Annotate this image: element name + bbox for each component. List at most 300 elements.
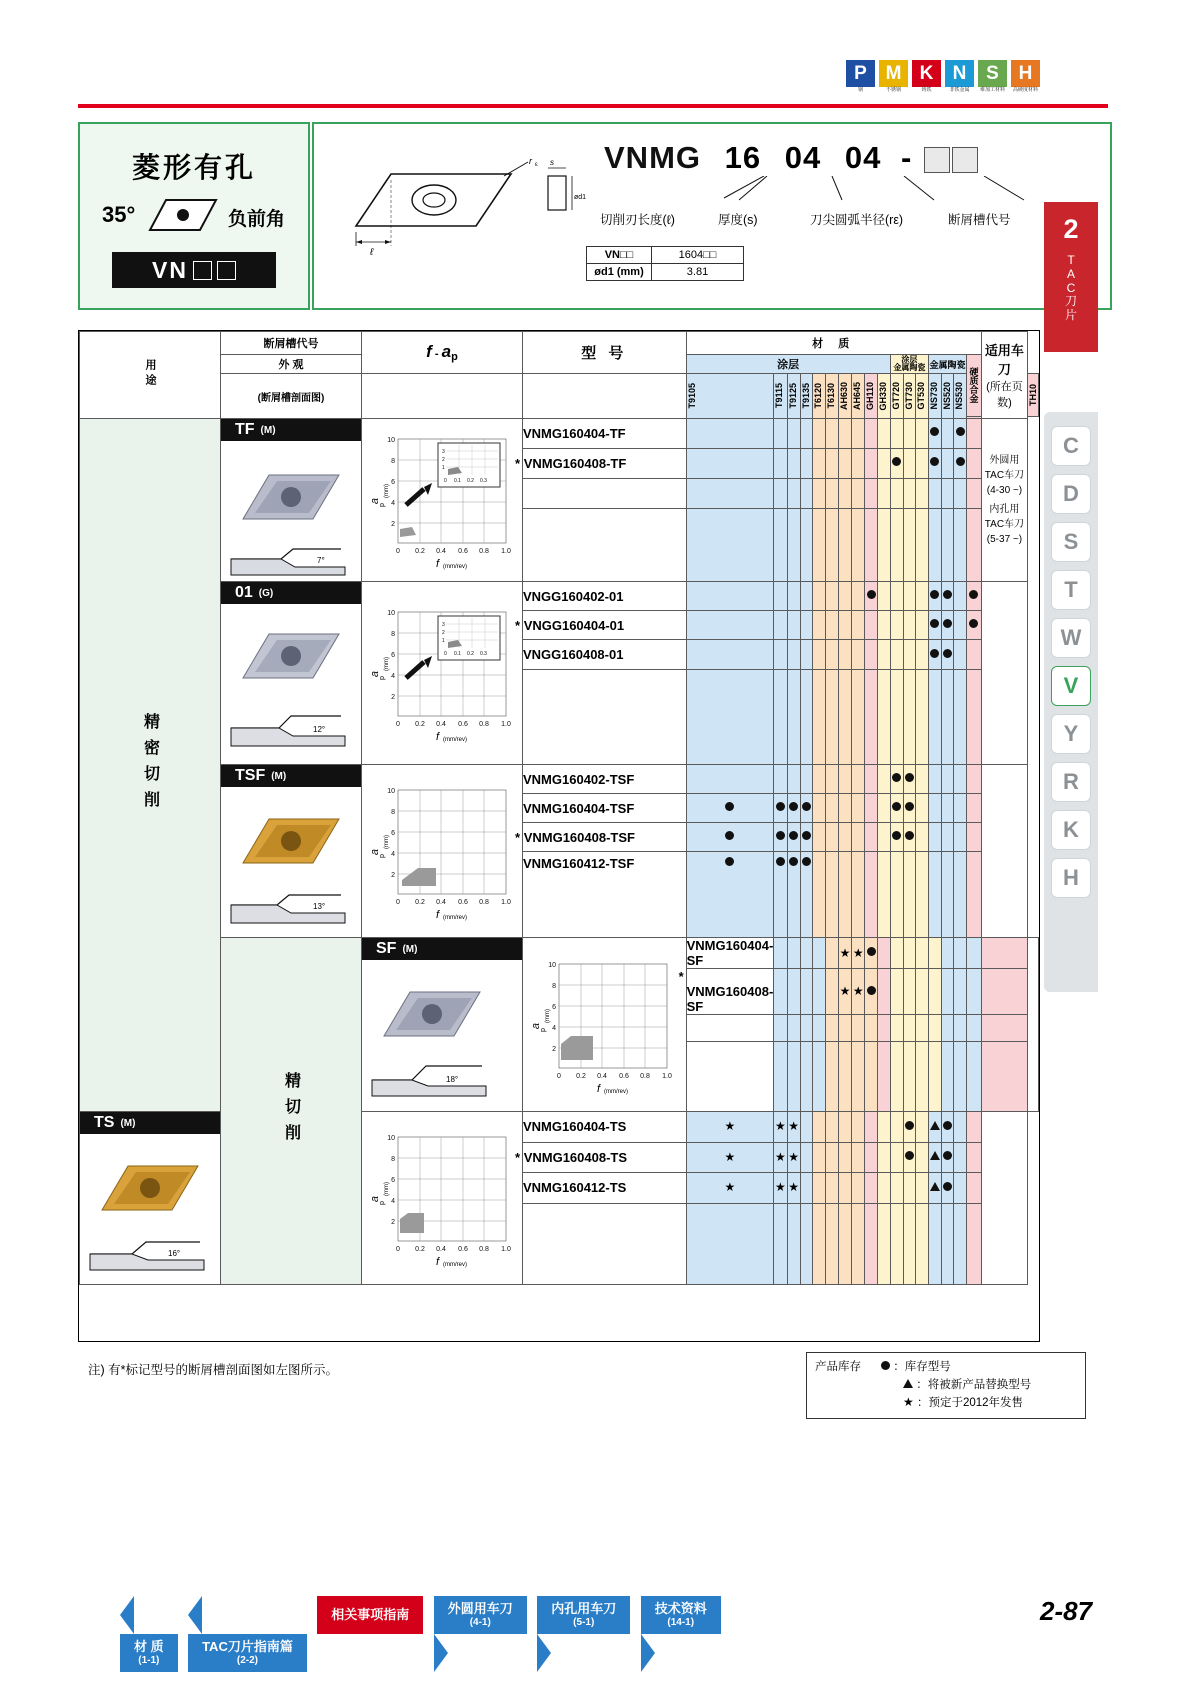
mark-NS520	[941, 419, 954, 449]
svg-text:0.8: 0.8	[479, 721, 489, 728]
chart-cell-SF	[523, 938, 687, 1112]
svg-text:0: 0	[557, 1072, 561, 1080]
badge-letter: K	[912, 60, 941, 87]
svg-text:3: 3	[442, 622, 445, 628]
svg-text:0.8: 0.8	[640, 1072, 650, 1080]
use-cell-precision: 精密切削	[80, 419, 221, 1112]
footer-sub: (2-2)	[236, 1654, 259, 1666]
table-header-row	[80, 332, 1039, 355]
dimension-table	[586, 246, 744, 281]
mark-GT720	[890, 448, 903, 478]
designation-labels	[600, 210, 1100, 228]
footer-label: 内孔用车刀	[551, 1600, 617, 1616]
table-row: VNMG160412-TS ★ ★ ★	[80, 1173, 1039, 1204]
svg-text:18°: 18°	[446, 1075, 459, 1084]
badge-k	[911, 60, 942, 100]
tool-cell-TSF	[981, 765, 1027, 938]
header-fap-spacer	[362, 374, 523, 419]
badge-caption: 非铁金属	[949, 87, 970, 93]
model-cell: VNMG160404-TS	[523, 1112, 687, 1143]
matcol-T6130: T6130	[826, 374, 839, 419]
label-chipbreaker-code: 断屑槽代号	[948, 213, 1011, 227]
tool-note-3: 内孔用TAC车刀	[984, 504, 1025, 530]
svg-text:1: 1	[442, 465, 445, 471]
mark-NS730	[928, 582, 941, 611]
svg-text:2: 2	[442, 630, 445, 636]
model-cell: * VNGG160404-01	[523, 611, 687, 640]
groove-cell-TS	[80, 1112, 221, 1285]
matcol-GH330: GH330	[878, 374, 891, 419]
mark-GH330	[878, 419, 891, 449]
svg-text:0: 0	[396, 548, 400, 555]
header-material: 材 质	[686, 332, 981, 355]
matcol-NS730: NS730	[928, 374, 941, 419]
mark-AH630: ★	[852, 938, 865, 969]
index-tab-s[interactable]: S	[1051, 522, 1091, 562]
footer-label: 材 质	[134, 1638, 164, 1654]
groove-band: TF (M)	[221, 419, 361, 441]
svg-text:6: 6	[391, 652, 395, 659]
table-row: TS (M) 16° 10 8 6 4 2 0 0.2 0.4 0.6 0.8 1.0 a p (mm) f (mm/rev) VNMG160404-TS ★ ★ ★	[80, 1112, 1039, 1143]
svg-text:10: 10	[387, 610, 395, 617]
insert-photo-SF	[362, 960, 502, 1110]
badge-caption: 难加工材料	[979, 87, 1005, 93]
svg-text:8: 8	[391, 458, 395, 465]
svg-text:10: 10	[387, 788, 395, 795]
label-corner-radius: 刀尖圆弧半径(rε)	[810, 213, 904, 227]
mark-GH110	[865, 419, 878, 449]
mark-NS530	[954, 448, 967, 478]
fap-chart-TSF	[362, 776, 522, 926]
svg-text:p: p	[379, 1201, 386, 1205]
chapter-label: T A C 刀 片	[1064, 253, 1077, 323]
mark-T9135	[800, 419, 813, 449]
svg-text:(mm/rev): (mm/rev)	[604, 1088, 628, 1095]
footer-label: TAC刀片指南篇	[202, 1638, 293, 1654]
material-group-badges	[845, 60, 1043, 100]
footer-button-boring-tool[interactable]	[537, 1596, 630, 1634]
mark-GT730	[903, 419, 916, 449]
svg-text:0.4: 0.4	[436, 548, 446, 555]
svg-text:(mm): (mm)	[384, 484, 390, 498]
svg-text:6: 6	[391, 479, 395, 486]
code-prefix: VNMG	[604, 140, 701, 175]
svg-text:6: 6	[391, 1177, 395, 1184]
dim-value-2: 3.81	[652, 264, 744, 281]
mark-T6130: ★	[838, 938, 851, 969]
badge-m	[878, 60, 909, 100]
model-cell: VNMG160404-TF	[523, 419, 687, 449]
insert-code-text: VN	[152, 256, 188, 283]
matcol-TH10: TH10	[1028, 374, 1039, 417]
chapter-number: 2	[1063, 214, 1079, 244]
table-row	[587, 247, 744, 264]
mark-NS730	[928, 419, 941, 449]
mark-T9105	[686, 419, 774, 449]
svg-text:p: p	[379, 854, 386, 858]
header-tool-title: 适用车刀	[984, 343, 1024, 377]
mark-GT730	[903, 765, 916, 794]
svg-text:p: p	[540, 1027, 547, 1032]
svg-text:1: 1	[442, 638, 445, 644]
footer-label: 技术资料	[654, 1600, 707, 1616]
chart-cell-TS	[362, 1112, 523, 1285]
mark-T9115	[774, 419, 787, 449]
code-box-2	[952, 147, 978, 173]
designation-code	[604, 140, 978, 176]
svg-text:(mm): (mm)	[384, 657, 390, 671]
shape-name: 菱形有孔	[131, 152, 256, 183]
insert-code-badge	[112, 252, 276, 288]
matcol-NS530: NS530	[954, 374, 967, 419]
index-tab-letters	[1044, 418, 1098, 906]
svg-text:0: 0	[444, 478, 447, 484]
svg-text:13°: 13°	[313, 902, 326, 911]
svg-text:a: a	[530, 1022, 542, 1029]
mark-T6130	[826, 419, 839, 449]
code-box-1	[924, 147, 950, 173]
svg-text:10: 10	[548, 961, 556, 969]
svg-text:1.0: 1.0	[501, 1246, 511, 1253]
mark-NS520	[941, 1112, 954, 1143]
svg-text:2: 2	[391, 694, 395, 701]
svg-text:f: f	[597, 1082, 601, 1095]
insert-dimension-drawing	[336, 154, 586, 264]
matcol-T9115: T9115	[774, 374, 787, 419]
badge-p	[845, 60, 876, 100]
dim-label-2: ød1 (mm)	[587, 264, 652, 281]
fap-chart-01	[362, 598, 522, 748]
svg-text:f: f	[436, 558, 440, 570]
svg-text:0.3: 0.3	[480, 651, 487, 657]
mark-AH645	[852, 419, 865, 449]
label-thickness: 厚度(s)	[718, 213, 758, 227]
svg-text:6: 6	[391, 830, 395, 837]
svg-text:0.1: 0.1	[454, 651, 461, 657]
matcol-NS520: NS520	[941, 374, 954, 419]
table-row: * VNMG160408-SF ★ ★	[80, 969, 1039, 1015]
dim-label-1: VN□□	[587, 247, 652, 264]
index-tab-h[interactable]: H	[1051, 858, 1091, 898]
model-cell: VNGG160402-01	[523, 582, 687, 611]
svg-text:0.8: 0.8	[479, 548, 489, 555]
header-carbide: 硬质合金	[967, 355, 982, 417]
svg-text:0.6: 0.6	[619, 1072, 629, 1080]
groove-band: 01 (G)	[221, 582, 361, 604]
badge-letter: H	[1011, 60, 1040, 87]
fap-chart-TF	[362, 425, 522, 575]
svg-text:8: 8	[391, 809, 395, 816]
svg-text:0.6: 0.6	[458, 899, 468, 906]
footer-button-technical[interactable]	[641, 1596, 721, 1634]
svg-text:ℓ: ℓ	[370, 247, 374, 258]
svg-text:0.2: 0.2	[467, 651, 474, 657]
shape-title-box	[78, 122, 310, 310]
svg-text:4: 4	[391, 851, 395, 858]
legend-item-1: ：库存型号	[893, 1361, 951, 1373]
model-cell: VNMG160412-TSF	[523, 852, 687, 938]
groove-cell-SF	[362, 938, 523, 1112]
mark-GT720	[890, 419, 903, 449]
svg-text:8: 8	[391, 1156, 395, 1163]
index-tab-y[interactable]: Y	[1051, 714, 1091, 754]
svg-text:0: 0	[444, 651, 447, 657]
legend-title: 产品库存	[815, 1361, 861, 1373]
legend-item-2: ：将被新产品替换型号	[916, 1378, 1032, 1391]
tool-note-2: (4-30 ~)	[986, 485, 1023, 496]
svg-text:0.4: 0.4	[436, 721, 446, 728]
svg-text:a: a	[369, 670, 381, 678]
tool-note-4: (5-37 ~)	[986, 534, 1023, 545]
matcol-GT720: GT720	[890, 374, 903, 419]
footer-label: 外圆用车刀	[447, 1600, 513, 1616]
svg-text:(mm/rev): (mm/rev)	[443, 737, 467, 743]
product-table-inner	[79, 331, 1039, 1285]
svg-text:f: f	[436, 731, 440, 743]
mark-GH110	[865, 582, 878, 611]
insert-photo-TS	[80, 1134, 220, 1284]
footer-sub: (4-1)	[469, 1616, 491, 1628]
svg-text:s: s	[550, 158, 554, 167]
badge-s	[977, 60, 1008, 100]
model-cell: * VNMG160408-TF	[523, 448, 687, 478]
svg-text:0.2: 0.2	[415, 899, 425, 906]
designation-leader-lines	[604, 176, 1064, 210]
table-row	[80, 938, 1039, 969]
footer-sub: (14-1)	[667, 1616, 695, 1628]
footer-sub: (1-1)	[138, 1654, 160, 1666]
header-use: 用途	[80, 332, 221, 419]
matcol-T9125: T9125	[787, 374, 800, 419]
model-cell: * VNMG160408-SF	[678, 969, 774, 1014]
groove-cell-TF	[221, 419, 362, 582]
index-tab-v[interactable]: V	[1051, 666, 1091, 706]
mark-T9125	[787, 419, 800, 449]
use-cell-finish: 精切削	[221, 938, 362, 1285]
chart-cell-01	[362, 582, 523, 765]
svg-text:0.2: 0.2	[576, 1072, 586, 1080]
badge-caption: 不锈钢	[885, 87, 901, 93]
svg-text:(mm): (mm)	[384, 1182, 390, 1196]
svg-text:0.2: 0.2	[415, 721, 425, 728]
svg-text:8: 8	[391, 631, 395, 638]
table-row	[80, 765, 1039, 794]
groove-band: TS (M)	[80, 1112, 220, 1134]
svg-text:0.6: 0.6	[458, 548, 468, 555]
index-tab-t[interactable]: T	[1051, 570, 1091, 610]
badge-letter: N	[945, 60, 974, 87]
index-tab-k[interactable]: K	[1051, 810, 1091, 850]
index-tab-c[interactable]: C	[1051, 426, 1091, 466]
svg-text:(mm): (mm)	[545, 1008, 551, 1023]
svg-text:0.4: 0.4	[436, 1246, 446, 1253]
svg-text:0.2: 0.2	[467, 478, 474, 484]
svg-text:3: 3	[442, 449, 445, 455]
chart-cell-TSF	[362, 765, 523, 938]
svg-text:2: 2	[391, 872, 395, 879]
svg-text:f: f	[436, 1256, 440, 1268]
model-cell: * VNMG160408-TSF	[523, 823, 687, 852]
svg-text:1.0: 1.0	[501, 899, 511, 906]
mark-NS530	[954, 419, 967, 449]
code-seg2: 04	[784, 140, 822, 175]
badge-n	[944, 60, 975, 100]
mark-AH645	[865, 938, 878, 969]
matcol-AH645: AH645	[852, 374, 865, 419]
chart-cell-TF	[362, 419, 523, 582]
code-dash: -	[900, 140, 913, 175]
matcol-T9135: T9135	[800, 374, 813, 419]
footer-nav	[120, 1596, 1100, 1666]
tool-cell-SF	[1028, 938, 1039, 1112]
tool-cell-TS	[981, 1112, 1027, 1285]
chapter-tab	[1044, 202, 1098, 352]
svg-text:2: 2	[391, 521, 395, 528]
svg-text:f: f	[436, 909, 440, 921]
header-fap: f - $a_p$	[362, 332, 523, 374]
svg-text:(mm/rev): (mm/rev)	[443, 564, 467, 570]
svg-text:1.0: 1.0	[501, 548, 511, 555]
groove-cell-TSF	[221, 765, 362, 938]
tool-cell-TF	[981, 419, 1027, 582]
header-appearance: 外 观	[221, 355, 362, 374]
header-tool	[981, 332, 1027, 419]
svg-text:a: a	[369, 497, 381, 505]
matcol-AH630: AH630	[838, 374, 851, 419]
code-seg1: 16	[724, 140, 762, 175]
model-cell: VNMG160404-SF	[686, 938, 774, 968]
dim-value-1: 1604□□	[652, 247, 744, 264]
svg-text:r: r	[529, 156, 532, 166]
footer-button-external-tool[interactable]	[434, 1596, 527, 1634]
svg-text:7°: 7°	[317, 556, 325, 565]
svg-text:0: 0	[396, 721, 400, 728]
product-table	[78, 330, 1040, 1342]
mark-TH10	[967, 419, 982, 449]
badge-h	[1010, 60, 1041, 100]
svg-text:8: 8	[552, 982, 556, 990]
groove-band: TSF (M)	[221, 765, 361, 787]
header-metal-ceramic: 金属陶瓷	[928, 355, 966, 374]
index-tab-w[interactable]: W	[1051, 618, 1091, 658]
footer-button-material[interactable]	[120, 1596, 178, 1666]
designation-box	[312, 122, 1112, 310]
svg-text:2: 2	[552, 1045, 556, 1053]
mark-T6120	[813, 419, 826, 449]
badge-caption: 铸铁	[921, 87, 932, 93]
header-rule	[78, 104, 1108, 108]
svg-text:0.1: 0.1	[454, 478, 461, 484]
header-coating: 涂层	[686, 355, 890, 374]
insert-photo-TF	[221, 441, 361, 581]
index-tab-d[interactable]: D	[1051, 474, 1091, 514]
svg-text:10: 10	[387, 437, 395, 444]
footer-button-related[interactable]	[317, 1596, 423, 1634]
header-model: 型 号	[523, 332, 687, 374]
insert-photo-TSF	[221, 787, 361, 937]
model-cell: VNMG160402-TSF	[523, 765, 687, 794]
svg-text:p: p	[379, 676, 386, 680]
svg-text:12°: 12°	[313, 725, 326, 734]
svg-text:a: a	[369, 848, 381, 856]
mark-AH630	[838, 419, 851, 449]
svg-text:10: 10	[387, 1135, 395, 1142]
svg-text:0.2: 0.2	[415, 1246, 425, 1253]
mark-NS730	[928, 448, 941, 478]
mark-TH10	[967, 582, 982, 611]
mark-NS520	[941, 582, 954, 611]
header-tool-sub: (所在页数)	[986, 381, 1023, 409]
svg-text:a: a	[369, 1195, 381, 1203]
index-tab-r[interactable]: R	[1051, 762, 1091, 802]
mark-GT720	[890, 765, 903, 794]
svg-text:4: 4	[391, 500, 395, 507]
header-groove-code: 断屑槽代号	[221, 332, 362, 355]
model-cell: VNGG160408-01	[523, 640, 687, 669]
svg-text:1.0: 1.0	[501, 721, 511, 728]
svg-text:0.6: 0.6	[458, 1246, 468, 1253]
matcol-T6120: T6120	[813, 374, 826, 419]
badge-caption: 钢	[857, 87, 863, 93]
footer-button-tac-guide[interactable]	[188, 1596, 307, 1666]
svg-text:1.0: 1.0	[662, 1072, 672, 1080]
badge-caption: 高硬度材料	[1012, 87, 1038, 93]
table-row	[80, 419, 1039, 449]
svg-text:0.8: 0.8	[479, 899, 489, 906]
footer-sub: (5-1)	[573, 1616, 595, 1628]
matcol-T9105: T9105	[686, 374, 774, 419]
badge-letter: M	[879, 60, 908, 87]
tool-cell-01	[981, 582, 1027, 765]
model-cell: VNMG160412-TS	[523, 1173, 687, 1204]
code-placeholder-box	[193, 261, 212, 280]
svg-text:0.3: 0.3	[480, 478, 487, 484]
svg-text:(mm): (mm)	[384, 835, 390, 849]
fap-chart-SF	[523, 950, 683, 1100]
table-row	[80, 582, 1039, 611]
svg-text:2: 2	[442, 457, 445, 463]
svg-text:4: 4	[391, 673, 395, 680]
svg-text:0.8: 0.8	[479, 1246, 489, 1253]
svg-text:ød1: ød1	[574, 194, 586, 201]
table-row: * VNMG160408-TS ★ ★ ★	[80, 1142, 1039, 1173]
groove-cell-01	[221, 582, 362, 765]
svg-text:0.4: 0.4	[597, 1072, 607, 1080]
footnote: 注) 有*标记型号的断屑槽剖面图如左图所示。	[88, 1363, 339, 1377]
rhombus-icon	[148, 198, 218, 232]
badge-letter: S	[978, 60, 1007, 87]
mark-GT530	[916, 419, 929, 449]
svg-text:4: 4	[552, 1024, 556, 1032]
matcol-GH110: GH110	[865, 374, 878, 419]
matcol-GT530: GT530	[916, 374, 929, 419]
header-cermet: 涂层 金属陶瓷	[890, 355, 928, 374]
fap-chart-TS	[362, 1123, 522, 1273]
svg-text:16°: 16°	[168, 1249, 181, 1258]
svg-text:6: 6	[552, 1003, 556, 1011]
model-cell: VNMG160404-TSF	[523, 794, 687, 823]
header-model-spacer	[523, 374, 687, 419]
matcol-GT730: GT730	[903, 374, 916, 419]
header-appearance-sub: (断屑槽剖面图)	[221, 374, 362, 419]
svg-text:0.6: 0.6	[458, 721, 468, 728]
stock-legend: 产品库存 ：库存型号 ：将被新产品替换型号 ★ ：预定于2012年发售	[806, 1352, 1086, 1419]
rake-label: 负前角	[228, 209, 286, 230]
code-placeholder-box	[217, 261, 236, 280]
svg-text:2: 2	[391, 1219, 395, 1226]
shape-angle: 35°	[102, 202, 136, 227]
svg-text:0: 0	[396, 1246, 400, 1253]
